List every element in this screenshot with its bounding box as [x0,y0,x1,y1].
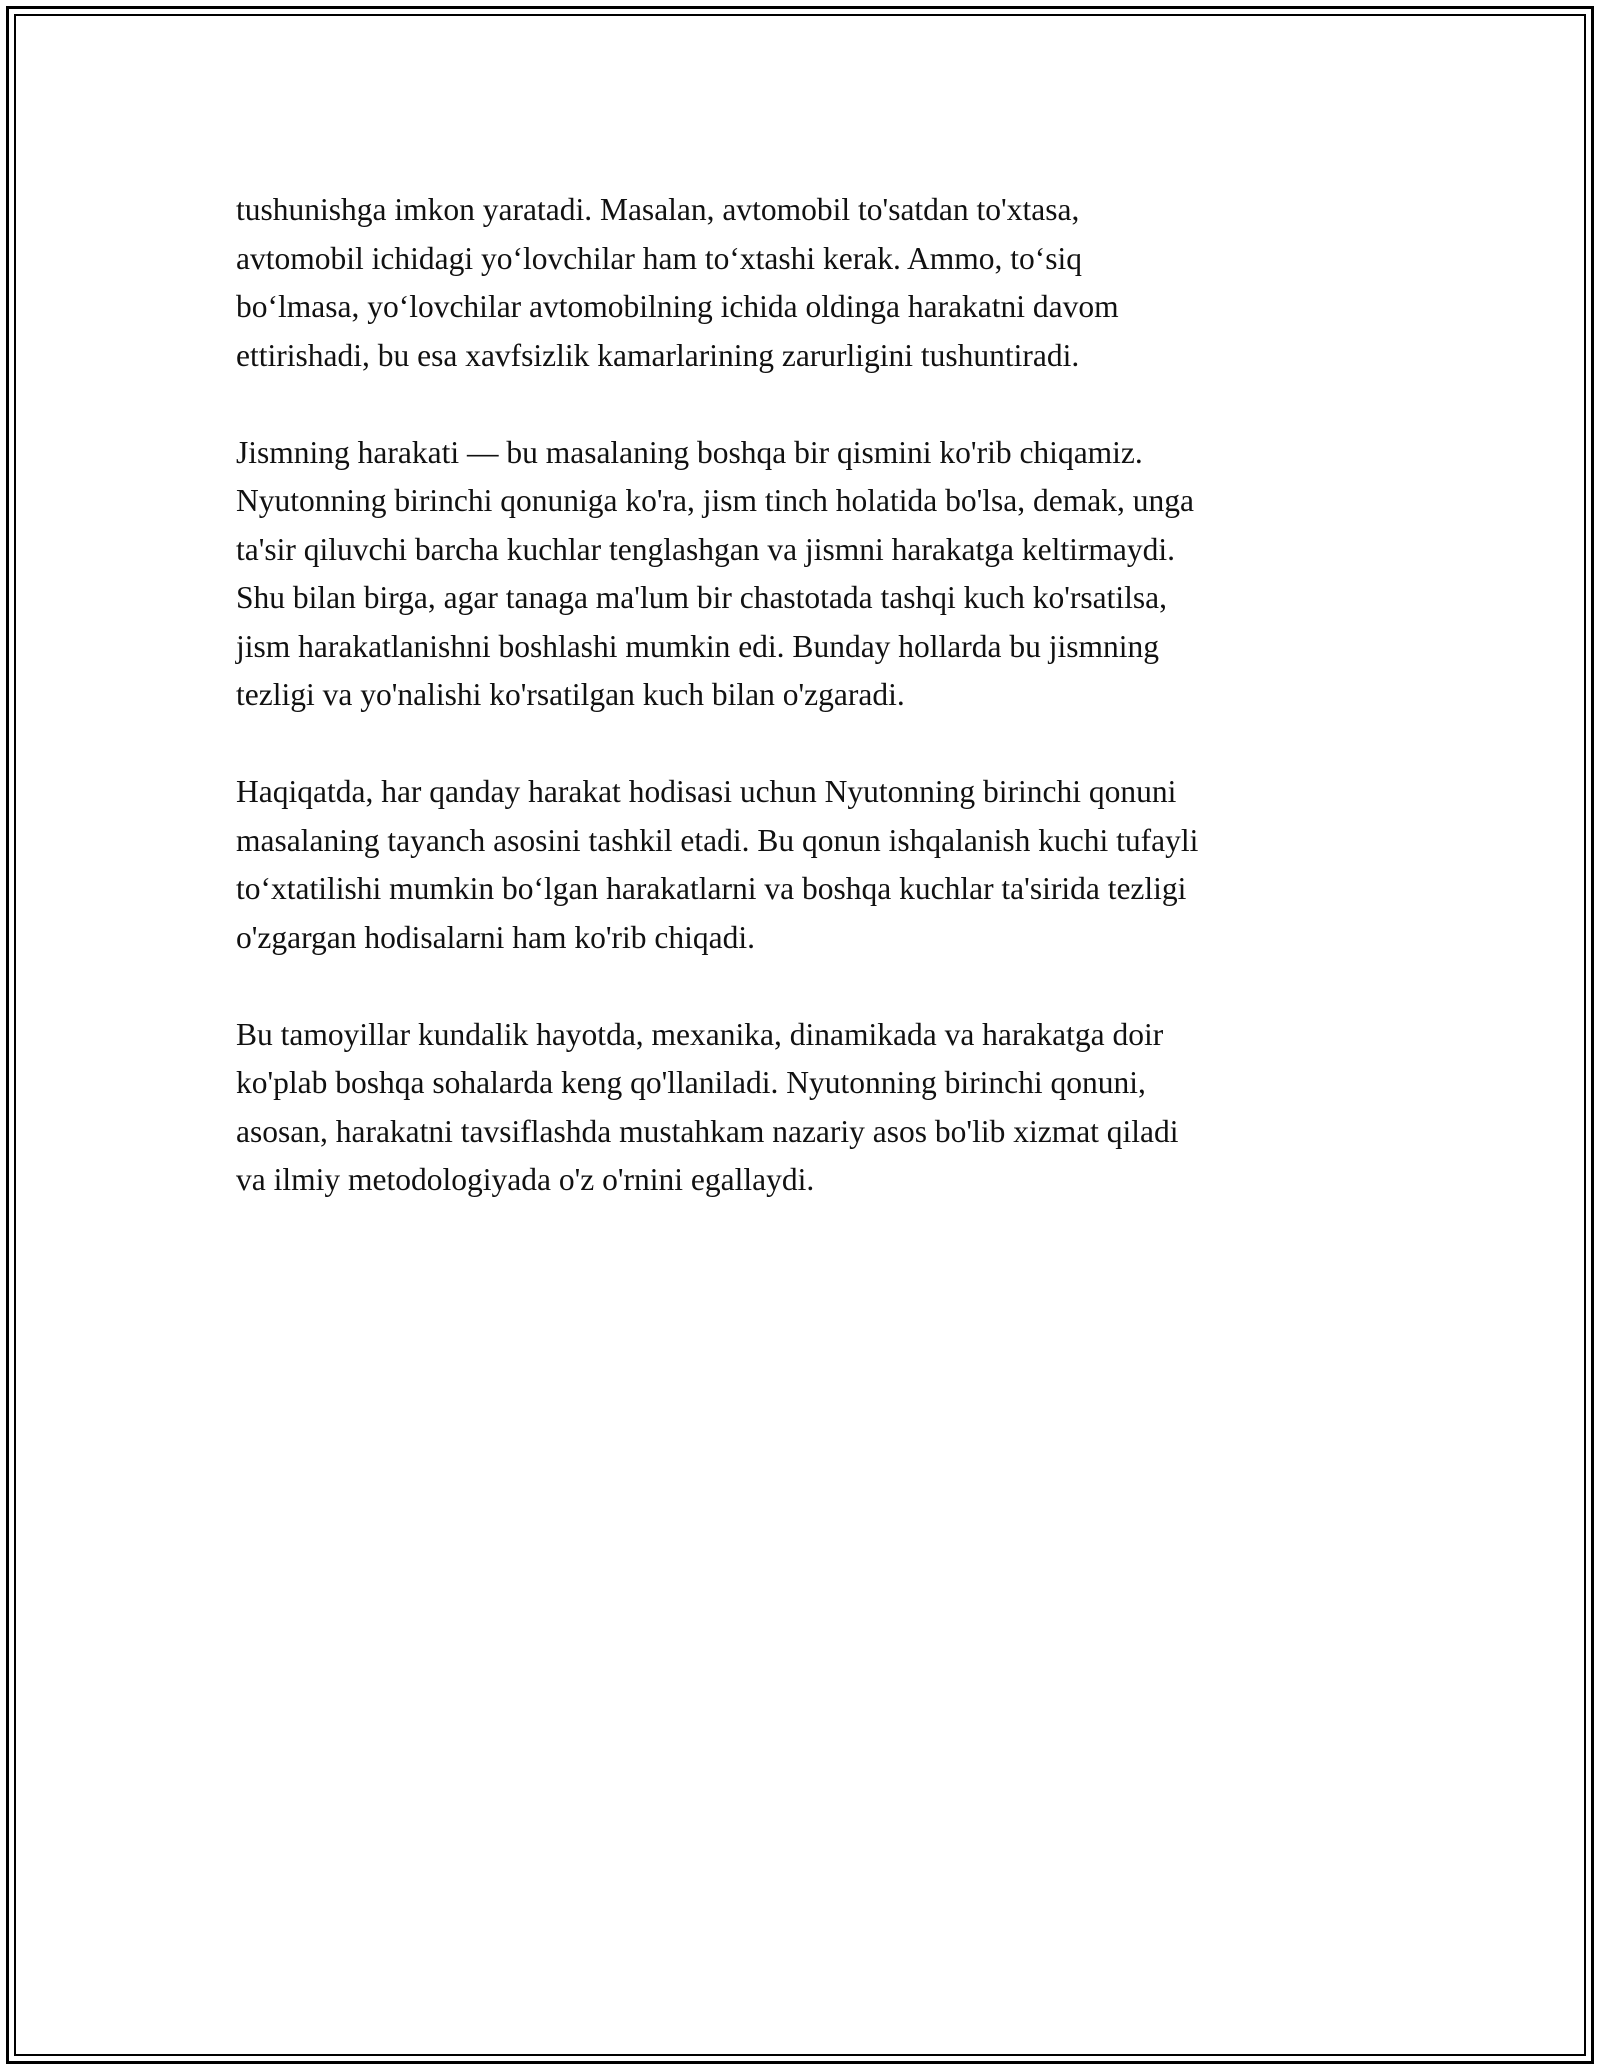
paragraph-2 [236,429,1366,720]
paragraph-3 [236,768,1366,962]
text-line: Jismning harakati — bu masalaning boshqa bir qismini ko'rib chiqamiz. [236,434,1143,470]
text-line: Nyutonning birinchi qonuniga ko'ra, jism tinch holatida bo'lsa, demak, unga [236,483,1194,518]
paragraph-1 [236,186,1366,380]
text-line: jism harakatlanishni boshlashi mumkin edi. Bunday hollarda bu jismning [236,628,1160,664]
text-line: masalaning tayanch asosini tashkil etadi. Bu qonun ishqalanish kuchi tufayli [236,822,1199,858]
text-line: avtomobil ichidagi yo‘lovchilar ham to‘xtashi kerak. Ammo, to‘siq [236,240,1082,276]
text-line: asosan, harakatni tavsiflashda mustahkam nazariy asos bo'lib xizmat qiladi [236,1113,1179,1149]
text-line: tezligi va yo'nalishi ko'rsatilgan kuch bilan o'zgaradi. [236,677,905,712]
text-line: va ilmiy metodologiyada o'z o'rnini egallaydi. [236,1162,815,1197]
paragraph-4 [236,1011,1366,1205]
text-line: ettirishadi, bu esa xavfsizlik kamarlarining zarurligini tushuntiradi. [236,337,1080,373]
text-line: Haqiqatda, har qanday harakat hodisasi uchun Nyutonning birinchi qonuni [236,774,1177,809]
text-line: tushunishga imkon yaratadi. Masalan, avtomobil to'satdan to'xtasa, [236,192,1080,227]
text-line: bo‘lmasa, yo‘lovchilar avtomobilning ichida oldinga harakatni davom [236,289,1119,324]
text-line: o'zgargan hodisalarni ham ko'rib chiqadi. [236,919,755,955]
text-line: ta'sir qiluvchi barcha kuchlar tenglashgan va jismni harakatga keltirmaydi. [236,531,1175,567]
document-body [236,186,1366,1253]
text-line: ko'plab boshqa sohalarda keng qo'llaniladi. Nyutonning birinchi qonuni, [236,1065,1146,1100]
text-line: Bu tamoyillar kundalik hayotda, mexanika, dinamikada va harakatga doir [236,1016,1164,1052]
text-line: to‘xtatilishi mumkin bo‘lgan harakatlarni va boshqa kuchlar ta'sirida tezligi [236,871,1187,906]
text-line: Shu bilan birga, agar tanaga ma'lum bir chastotada tashqi kuch ko'rsatilsa, [236,580,1168,615]
